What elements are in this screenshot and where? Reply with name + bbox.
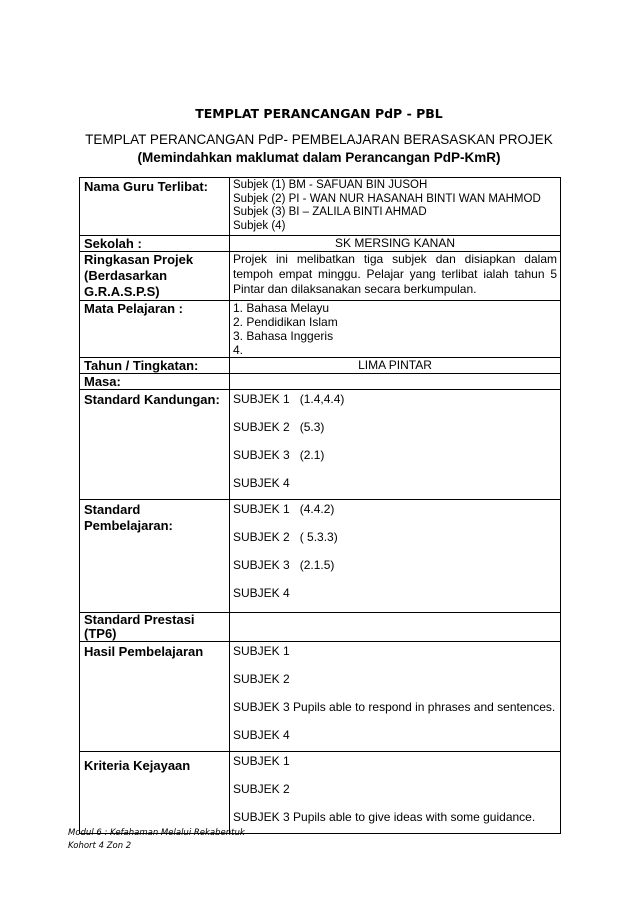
label-ringkasan: Ringkasan Projek (Berdasarkan G.R.A.S.P.S) (80, 252, 230, 301)
guru-line: Subjek (2) PI - WAN NUR HASANAH BINTI WAN MAHMOD (233, 192, 541, 205)
label-kriteria-kejayaan: Kriteria Kejayaan (80, 752, 230, 834)
document-subtitle-bold: (Memindahkan maklumat dalam Perancangan PdP-KmR) (137, 150, 501, 165)
label-standard-prestasi: Standard Prestasi (TP6) (80, 613, 230, 642)
sk-line: SUBJEK 3 (2.1) (233, 448, 325, 462)
hasil-line: SUBJEK 2 (233, 672, 290, 686)
sk-line: SUBJEK 1 (1.4,4.4) (233, 392, 345, 406)
kriteria-line: SUBJEK 1 (233, 754, 290, 768)
value-mata-pelajaran (230, 301, 561, 358)
value-tahun: LIMA PINTAR (230, 358, 561, 374)
row-hasil-pembelajaran (80, 642, 561, 752)
kriteria-line: SUBJEK 3 Pupils able to give ideas with some guidance. (233, 810, 536, 824)
sp-line: SUBJEK 1 (4.4.2) (233, 502, 335, 516)
row-standard-pembelajaran (80, 500, 561, 613)
sk-line: SUBJEK 2 (5.3) (233, 420, 325, 434)
guru-line: Subjek (4) (233, 219, 286, 232)
mata-line: 4. (233, 343, 244, 357)
value-standard-pembelajaran (230, 500, 561, 613)
hasil-line: SUBJEK 4 (233, 728, 290, 742)
footer-module: Modul 6 : Kefahaman Melalui Rekabentuk (68, 828, 245, 838)
kriteria-line: SUBJEK 2 (233, 782, 290, 796)
mata-line: 1. Bahasa Melayu (233, 301, 330, 315)
row-standard-kandungan (80, 390, 561, 500)
row-mata-pelajaran (80, 301, 561, 358)
label-masa: Masa: (80, 374, 230, 390)
guru-line: Subjek (1) BM - SAFUAN BIN JUSOH (233, 179, 428, 191)
label-mata-pelajaran: Mata Pelajaran : (80, 301, 230, 358)
row-ringkasan (80, 252, 561, 301)
value-masa (230, 374, 561, 390)
document-title: TEMPLAT PERANCANGAN PdP - PBL (195, 106, 443, 121)
value-standard-prestasi (230, 613, 561, 642)
hasil-line: SUBJEK 1 (233, 644, 290, 658)
label-standard-pembelajaran: Standard Pembelajaran: (80, 500, 230, 613)
value-ringkasan: Projek ini melibatkan tiga subjek dan disiapkan dalam tempoh empat minggu. Pelajar yang terlibat ialah tahun 5 Pintar dan dilaksanakan secara berkumpulan. (230, 252, 561, 301)
label-sekolah: Sekolah : (80, 236, 230, 252)
guru-line: Subjek (3) BI – ZALILA BINTI AHMAD (233, 206, 427, 218)
label-standard-kandungan: Standard Kandungan: (80, 390, 230, 500)
row-masa (80, 374, 561, 390)
label-hasil-pembelajaran: Hasil Pembelajaran (80, 642, 230, 752)
sp-line: SUBJEK 3 (2.1.5) (233, 558, 335, 572)
planning-table (79, 177, 561, 834)
row-guru (80, 178, 561, 236)
value-hasil-pembelajaran (230, 642, 561, 752)
row-kriteria-kejayaan (80, 752, 561, 834)
row-standard-prestasi (80, 613, 561, 642)
sp-line: SUBJEK 2 ( 5.3.3) (233, 530, 338, 544)
value-sekolah: SK MERSING KANAN (230, 236, 561, 252)
hasil-line: SUBJEK 3 Pupils able to respond in phrases and sentences. (233, 700, 556, 714)
mata-line: 2. Pendidikan Islam (233, 315, 338, 329)
label-guru: Nama Guru Terlibat: (80, 178, 230, 236)
sk-line: SUBJEK 4 (233, 476, 290, 490)
footer-cohort: Kohort 4 Zon 2 (68, 841, 132, 851)
row-sekolah (80, 236, 561, 252)
value-kriteria-kejayaan (230, 752, 561, 834)
row-tahun (80, 358, 561, 374)
mata-line: 3. Bahasa Inggeris (233, 329, 334, 343)
value-standard-kandungan (230, 390, 561, 500)
document-subtitle: TEMPLAT PERANCANGAN PdP- PEMBELAJARAN BERASASKAN PROJEK (85, 132, 553, 147)
value-guru (230, 178, 561, 236)
label-tahun: Tahun / Tingkatan: (80, 358, 230, 374)
sp-line: SUBJEK 4 (233, 586, 290, 600)
